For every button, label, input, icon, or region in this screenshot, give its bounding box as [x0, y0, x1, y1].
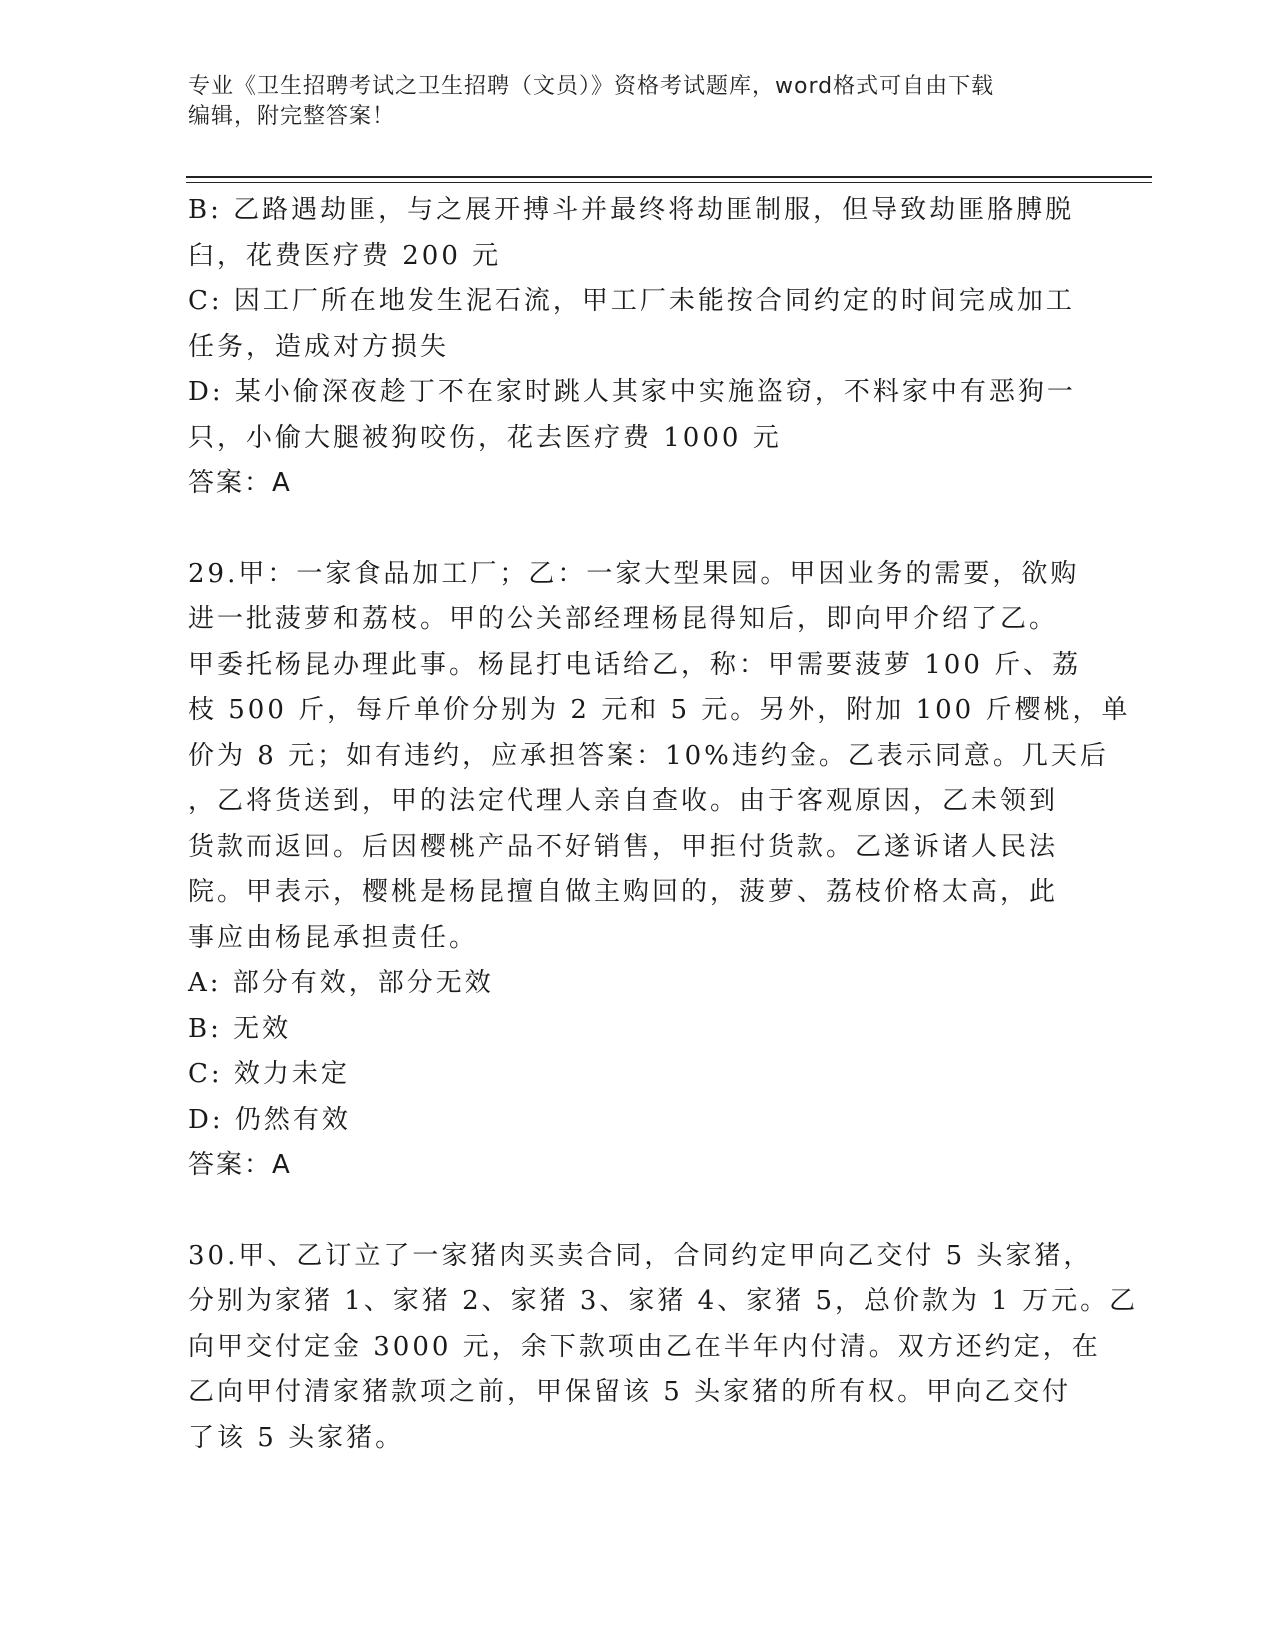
question-30-line: 了该 5 头家猪。 [188, 1422, 405, 1453]
question-30-line: 30.甲、乙订立了一家猪肉买卖合同，合同约定甲向乙交付 5 头家猪， [188, 1240, 1093, 1271]
document-body [188, 188, 1139, 1461]
page-header [188, 72, 1108, 132]
question-29-line: 枝 500 斤，每斤单价分别为 2 元和 5 元。另外，附加 100 斤樱桃，单 [188, 695, 1131, 725]
question-29-line: 货款而返回。后因樱桃产品不好销售，甲拒付货款。乙遂诉诸人民法 [188, 831, 1059, 862]
header-divider-thick [186, 176, 1152, 178]
question-30-line: 向甲交付定金 3000 元，余下款项由乙在半年内付清。双方还约定，在 [188, 1331, 1101, 1362]
header-line-2: 编辑，附完整答案！ [188, 104, 396, 129]
question-29-line: 院。甲表示，樱桃是杨昆擅自做主购回的，菠萝、荔枝价格太高，此 [188, 877, 1059, 907]
answer-line: 答案：A [188, 468, 292, 498]
spacer [188, 507, 1088, 552]
option-d-line-2: 只，小偷大腿被狗咬伤，花去医疗费 1000 元 [188, 422, 782, 453]
option-b-line-1: B: 乙路遇劫匪，与之展开搏斗并最终将劫匪制服，但导致劫匪胳膊脱 [188, 195, 1075, 225]
question-29-line: 价为 8 元；如有违约，应承担答案：10%违约金。乙表示同意。几天后 [188, 740, 1109, 771]
question-29 [188, 552, 1131, 1189]
question-29-line: 29.甲：一家食品加工厂；乙：一家大型果园。甲因业务的需要，欲购 [188, 558, 1080, 589]
option-b-line-2: 臼，花费医疗费 200 元 [188, 240, 502, 271]
question-29-line: ，乙将货送到，甲的法定代理人亲自查收。由于客观原因，乙未领到 [188, 786, 1059, 816]
question-29-line: 甲委托杨昆办理此事。杨昆打电话给乙，称：甲需要菠萝 100 斤、荔 [188, 649, 1082, 680]
option-c-line-1: C: 因工厂所在地发生泥石流，甲工厂未能按合同约定的时间完成加工 [188, 286, 1075, 316]
question-30-line: 分别为家猪 1、家猪 2、家猪 3、家猪 4、家猪 5，总价款为 1 万元。乙 [188, 1286, 1139, 1316]
question-30 [188, 1234, 1139, 1462]
previous-question-options [188, 188, 1088, 507]
question-30-line: 乙向甲付清家猪款项之前，甲保留该 5 头家猪的所有权。甲向乙交付 [188, 1377, 1072, 1407]
header-divider-thin [186, 182, 1152, 183]
question-29-option-c: C: 效力未定 [188, 1059, 350, 1089]
question-29-answer: 答案：A [188, 1150, 292, 1180]
question-29-line: 事应由杨昆承担责任。 [188, 922, 479, 953]
header-line-1: 专业《卫生招聘考试之卫生招聘（文员）》资格考试题库，word格式可自由下载 [188, 74, 995, 99]
question-29-option-b: B: 无效 [188, 1013, 292, 1044]
option-c-line-2: 任务，造成对方损失 [188, 331, 450, 362]
spacer [188, 1189, 1088, 1234]
question-29-option-a: A: 部分有效，部分无效 [188, 968, 494, 998]
question-29-option-d: D: 仍然有效 [188, 1104, 351, 1135]
question-29-line: 进一批菠萝和荔枝。甲的公关部经理杨昆得知后，即向甲介绍了乙。 [188, 604, 1059, 634]
option-d-line-1: D: 某小偷深夜趁丁不在家时跳人其家中实施盗窃，不料家中有恶狗一 [188, 377, 1076, 407]
